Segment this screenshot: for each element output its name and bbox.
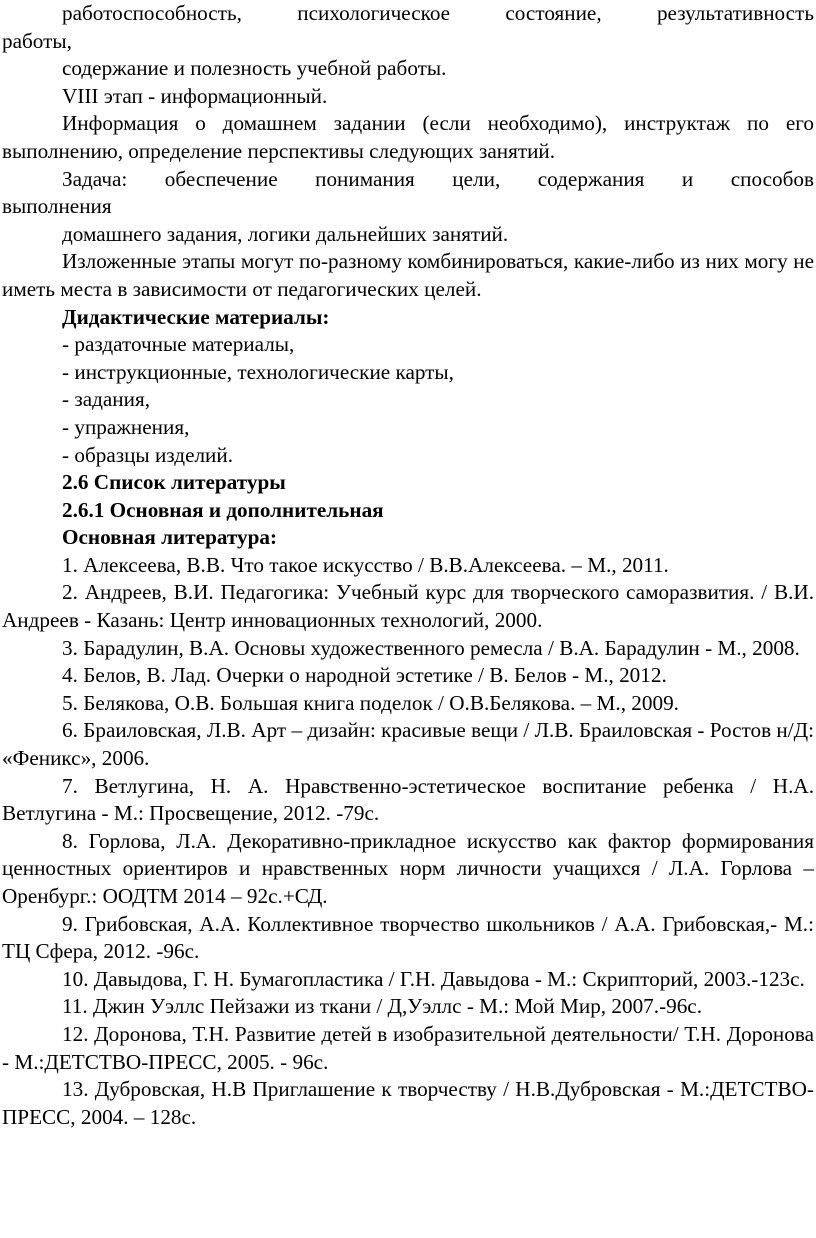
reference-item: 5. Белякова, О.В. Большая книга поделок / О.В.Белякова. – М., 2009. [62,690,679,715]
heading-literature-list: 2.6 Список литературы [62,470,286,495]
paragraph-content-usefulness: содержание и полезность учебной работы. [62,56,447,81]
paragraph-work-capacity-cont: работы, [2,28,72,53]
list-item: - задания, [62,387,151,412]
reference-item: 11. Джин Уэллс Пейзажи из ткани / Д,Уэллс - М.: Мой Мир, 2007.-96с. [62,994,703,1019]
paragraph-work-capacity: работоспособность, психологическое состояние, результативность [62,1,814,25]
reference-item: 6. Браиловская, Л.В. Арт – дизайн: красивые вещи / Л.В. Браиловская - Ростов н/Д: «Феникс», 2006. [2,718,814,771]
paragraph-task-cont: выполнения [2,194,112,219]
reference-item: 1. Алексеева, В.В. Что такое искусство / В.В.Алексеева. – М., 2011. [62,552,669,577]
reference-item: 8. Горлова, Л.А. Декоративно-прикладное искусство как фактор формирования ценностных ориентиров и нравственных норм личности учащихся / Л.А. Горлова – Оренбург.: ООДТМ 2014 – 92с.+СД. [2,828,814,908]
heading-main-additional: 2.6.1 Основная и дополнительная [62,497,384,522]
heading-main-literature: Основная литература: [62,525,278,550]
list-item: - упражнения, [62,414,190,439]
reference-item: 9. Грибовская, А.А. Коллективное творчество школьников / А.А. Грибовская,- М.: ТЦ Сфера, 2012. -96с. [2,911,814,964]
paragraph-stage-viii: VIII этап - информационный. [62,83,328,108]
reference-item: 13. Дубровская, Н.В Приглашение к творчеству / Н.В.Дубровская - М.:ДЕТСТВО-ПРЕСС, 2004. – 128с. [2,1077,814,1129]
reference-item: 10. Давыдова, Г. Н. Бумагопластика / Г.Н. Давыдова - М.: Скрипторий, 2003.-123с. [62,966,805,991]
paragraph-homework-logic: домашнего задания, логики дальнейших занятий. [62,221,509,246]
list-item: - инструкционные, технологические карты, [62,359,454,384]
reference-item: 2. Андреев, В.И. Педагогика: Учебный курс для творческого саморазвития. / В.И. Андреев - Казань: Центр инновационных технологий, 2000. [2,580,814,633]
list-item: - раздаточные материалы, [62,332,295,357]
heading-didactic-materials: Дидактические материалы: [62,304,330,329]
paragraph-homework-info: Информация о домашнем задании (если необходимо), инструктаж по его выполнению, определение перспективы следующих занятий. [2,111,814,163]
paragraph-stages-combine: Изложенные этапы могут по-разному комбинироваться, какие-либо из них могу не иметь места в зависимости от педагогических целей. [2,249,814,301]
reference-item: 3. Барадулин, В.А. Основы художественного ремесла / В.А. Барадулин - М., 2008. [62,635,800,660]
reference-item: 7. Ветлугина, Н. А. Нравственно-эстетическое воспитание ребенка / Н.А. Ветлугина - М.: Просвещение, 2012. -79с. [2,773,814,826]
reference-item: 12. Доронова, Т.Н. Развитие детей в изобразительной деятельности/ Т.Н. Доронова - М.:ДЕТСТВО-ПРЕСС, 2005. - 96с. [2,1021,814,1074]
reference-item: 4. Белов, В. Лад. Очерки о народной эстетике / В. Белов - М., 2012. [62,663,667,688]
paragraph-task: Задача: обеспечение понимания цели, содержания и способов [62,166,814,191]
list-item: - образцы изделий. [62,442,234,467]
